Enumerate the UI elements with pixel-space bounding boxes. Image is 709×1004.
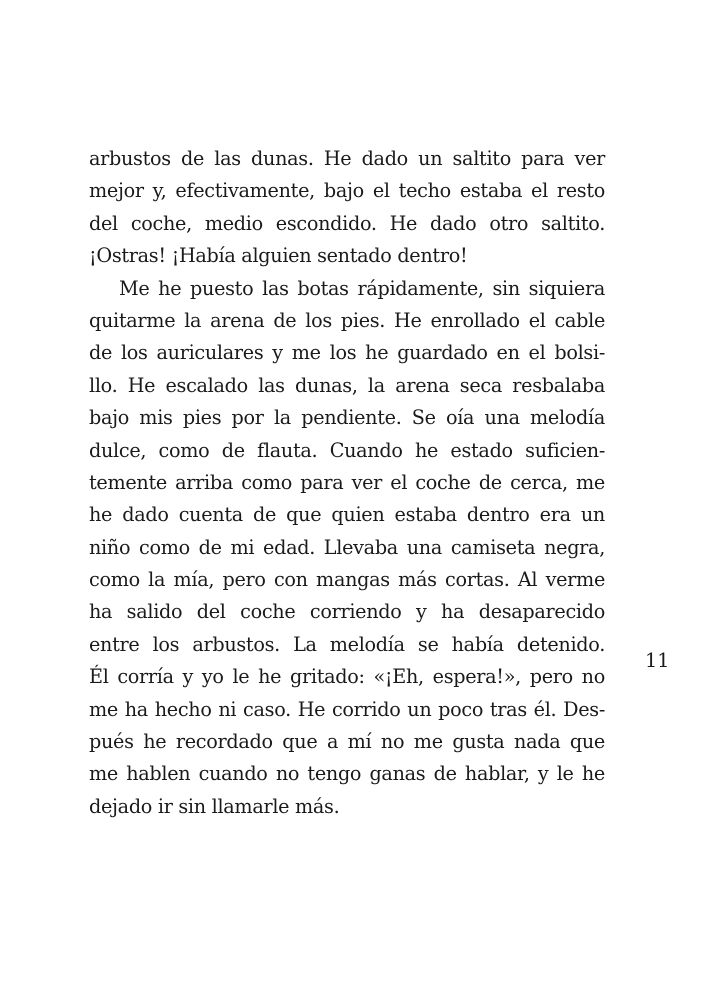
text-line: me hablen cuando no tengo ganas de hablar, y le he <box>89 762 605 786</box>
text-line: bajo mis pies por la pendiente. Se oía una melodía <box>89 406 605 430</box>
text-line: pués he recordado que a mí no me gusta nada que <box>89 730 605 754</box>
page-number: 11 <box>645 649 670 672</box>
text-line: entre los arbustos. La melodía se había detenido. <box>89 632 605 656</box>
text-line: Él corría y yo le he gritado: «¡Eh, espera!», pero no <box>89 665 605 689</box>
text-line: de los auriculares y me los he guardado en el bolsi- <box>89 341 605 365</box>
paragraph-end-line: ¡Ostras! ¡Había alguien sentado dentro! <box>89 244 468 268</box>
text-line: he dado cuenta de que quien estaba dentro era un <box>89 503 605 527</box>
text-line: temente arriba como para ver el coche de cerca, me <box>89 470 605 494</box>
text-line: mejor y, efectivamente, bajo el techo estaba el resto <box>89 179 605 203</box>
text-line: llo. He escalado las dunas, la arena seca resbalaba <box>89 373 605 397</box>
text-line: me ha hecho ni caso. He corrido un poco tras él. Des- <box>89 697 605 721</box>
text-line: como la mía, pero con mangas más cortas. Al verme <box>89 568 605 592</box>
body-text <box>89 143 605 823</box>
text-line: arbustos de las dunas. He dado un saltito para ver <box>89 147 605 170</box>
text-line: ha salido del coche corriendo y ha desaparecido <box>89 600 605 624</box>
text-line: quitarme la arena de los pies. He enrollado el cable <box>89 308 605 332</box>
text-line: niño como de mi edad. Llevaba una camiseta negra, <box>89 535 605 559</box>
text-line: dulce, como de flauta. Cuando he estado suficien- <box>89 438 605 462</box>
paragraph-start-line: Me he puesto las botas rápidamente, sin siquiera <box>119 276 605 300</box>
text-line: del coche, medio escondido. He dado otro saltito. <box>89 211 605 235</box>
paragraph-end-line: dejado ir sin llamarle más. <box>89 794 340 818</box>
